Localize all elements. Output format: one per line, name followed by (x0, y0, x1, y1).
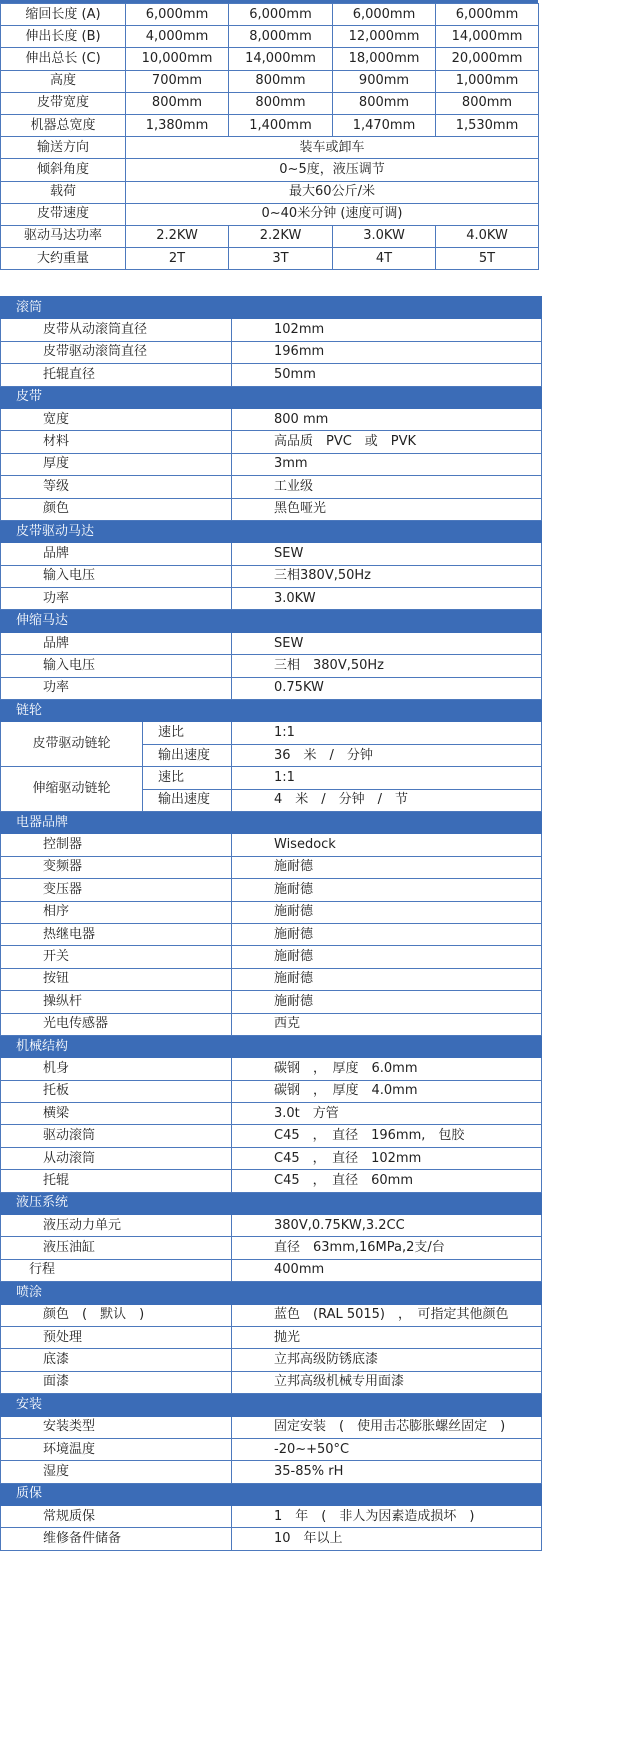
table-row (1, 1461, 542, 1483)
row-key: 变压器 (1, 879, 232, 901)
section-title: 安装 (1, 1394, 542, 1416)
cell-value: 700mm (126, 70, 229, 92)
table-row (1, 341, 542, 363)
row-label: 高度 (1, 70, 126, 92)
row-value: 196mm (232, 341, 542, 363)
row-value: 施耐德 (232, 991, 542, 1013)
table-row (1, 319, 542, 341)
row-key: 常规质保 (1, 1506, 232, 1528)
row-value: 立邦高级防锈底漆 (232, 1349, 542, 1371)
row-key: 功率 (1, 588, 232, 610)
row-value: 35-85% rH (232, 1461, 542, 1483)
row-key: 开关 (1, 946, 232, 968)
table-row (1, 1147, 542, 1169)
table-row (1, 159, 539, 181)
row-key: 热继电器 (1, 923, 232, 945)
row-value: 抛光 (232, 1326, 542, 1348)
cell-value: 900mm (333, 70, 436, 92)
table-row (1, 137, 539, 159)
cell-value: 8,000mm (229, 26, 333, 48)
row-key: 宽度 (1, 408, 232, 430)
table-row (1, 968, 542, 990)
cell-value: 4.0KW (436, 225, 539, 247)
table-row (1, 248, 539, 270)
cell-value: 0~40米分钟 (速度可调) (126, 203, 539, 225)
row-value: 施耐德 (232, 856, 542, 878)
row-key: 品牌 (1, 632, 232, 654)
section-header-sprocket (1, 700, 542, 722)
group-label: 皮带驱动链轮 (1, 722, 143, 767)
table-row (1, 1259, 542, 1281)
table-row (1, 70, 539, 92)
row-value: C45 ， 直径 60mm (232, 1170, 542, 1192)
table-row (1, 1506, 542, 1528)
row-value: 碳钢 ， 厚度 6.0mm (232, 1058, 542, 1080)
row-key: 输入电压 (1, 655, 232, 677)
table-row (1, 1125, 542, 1147)
table-row (1, 588, 542, 610)
cell-value: 6,000mm (126, 4, 229, 26)
table-row (1, 834, 542, 856)
cell-value: 最大60公斤/米 (126, 181, 539, 203)
row-key: 厚度 (1, 453, 232, 475)
row-label: 机器总宽度 (1, 114, 126, 136)
row-key: 托板 (1, 1080, 232, 1102)
cell-value: 14,000mm (229, 48, 333, 70)
section-header-belt (1, 386, 542, 408)
section-title: 皮带驱动马达 (1, 520, 542, 542)
row-key: 输出速度 (143, 789, 232, 811)
row-key: 控制器 (1, 834, 232, 856)
table-row (1, 722, 542, 744)
table-row (1, 1438, 542, 1460)
row-key: 皮带从动滚筒直径 (1, 319, 232, 341)
table-row (1, 901, 542, 923)
row-value: 1:1 (232, 722, 542, 744)
table-row (1, 476, 542, 498)
row-value: 3mm (232, 453, 542, 475)
table-row (1, 1215, 542, 1237)
section-title: 液压系统 (1, 1192, 542, 1214)
section-header-belt-motor (1, 520, 542, 542)
row-key: 速比 (143, 722, 232, 744)
row-value: SEW (232, 632, 542, 654)
table-row (1, 408, 542, 430)
row-label: 伸出长度 (B) (1, 26, 126, 48)
table-row (1, 1103, 542, 1125)
row-value: 380V,0.75KW,3.2CC (232, 1215, 542, 1237)
table-row (1, 453, 542, 475)
table-row (1, 1237, 542, 1259)
row-key: 行程 (1, 1259, 232, 1281)
table-row (1, 677, 542, 699)
row-value: 36 米 / 分钟 (232, 744, 542, 766)
cell-value: 3.0KW (333, 225, 436, 247)
row-key: 维修备件储备 (1, 1528, 232, 1550)
table-row (1, 48, 539, 70)
cell-value: 800mm (229, 70, 333, 92)
spec-table (0, 3, 539, 270)
cell-value: 800mm (333, 92, 436, 114)
row-value: 施耐德 (232, 968, 542, 990)
cell-value: 5T (436, 248, 539, 270)
row-value: 1 年 ( 非人为因素造成损坏 ) (232, 1506, 542, 1528)
row-key: 品牌 (1, 543, 232, 565)
row-value: SEW (232, 543, 542, 565)
section-title: 伸缩马达 (1, 610, 542, 632)
table-row (1, 225, 539, 247)
cell-value: 10,000mm (126, 48, 229, 70)
row-value: 施耐德 (232, 946, 542, 968)
row-key: 湿度 (1, 1461, 232, 1483)
row-value: 直径 63mm,16MPa,2支/台 (232, 1237, 542, 1259)
row-key: 输入电压 (1, 565, 232, 587)
table-row (1, 1326, 542, 1348)
row-value: 蓝色 (RAL 5015) ， 可指定其他颜色 (232, 1304, 542, 1326)
table-row (1, 1058, 542, 1080)
row-key: 输出速度 (143, 744, 232, 766)
section-header-telescopic-motor (1, 610, 542, 632)
row-value: C45 ， 直径 196mm, 包胶 (232, 1125, 542, 1147)
section-header-paint (1, 1282, 542, 1304)
table-row (1, 565, 542, 587)
cell-value: 4,000mm (126, 26, 229, 48)
cell-value: 2T (126, 248, 229, 270)
table-row (1, 1304, 542, 1326)
row-value: 1:1 (232, 767, 542, 789)
row-key: 液压油缸 (1, 1237, 232, 1259)
row-key: 等级 (1, 476, 232, 498)
table-row (1, 655, 542, 677)
table-row (1, 1170, 542, 1192)
row-value: 三相380V,50Hz (232, 565, 542, 587)
row-label: 伸出总长 (C) (1, 48, 126, 70)
row-value: 三相 380V,50Hz (232, 655, 542, 677)
row-key: 光电传感器 (1, 1013, 232, 1035)
row-key: 变频器 (1, 856, 232, 878)
row-value: 施耐德 (232, 901, 542, 923)
cell-value: 1,530mm (436, 114, 539, 136)
table-row (1, 114, 539, 136)
section-title: 链轮 (1, 700, 542, 722)
row-value: 高品质 PVC 或 PVK (232, 431, 542, 453)
row-key: 操纵杆 (1, 991, 232, 1013)
cell-value: 1,000mm (436, 70, 539, 92)
table-row (1, 1416, 542, 1438)
table-row (1, 1013, 542, 1035)
cell-value: 14,000mm (436, 26, 539, 48)
row-key: 预处理 (1, 1326, 232, 1348)
cell-value: 2.2KW (229, 225, 333, 247)
cell-value: 1,470mm (333, 114, 436, 136)
section-header-install (1, 1394, 542, 1416)
row-value: -20~+50°C (232, 1438, 542, 1460)
row-value: 10 年以上 (232, 1528, 542, 1550)
row-label: 缩回长度 (A) (1, 4, 126, 26)
cell-value: 6,000mm (333, 4, 436, 26)
row-value: 400mm (232, 1259, 542, 1281)
row-value: 50mm (232, 364, 542, 386)
row-value: Wisedock (232, 834, 542, 856)
table-row (1, 991, 542, 1013)
cell-value: 800mm (229, 92, 333, 114)
row-value: 0.75KW (232, 677, 542, 699)
cell-value: 2.2KW (126, 225, 229, 247)
table-row (1, 879, 542, 901)
section-header-warranty (1, 1483, 542, 1505)
row-key: 皮带驱动滚筒直径 (1, 341, 232, 363)
table-row (1, 923, 542, 945)
table-row (1, 856, 542, 878)
cell-value: 1,380mm (126, 114, 229, 136)
table-row (1, 632, 542, 654)
row-key: 机身 (1, 1058, 232, 1080)
row-value: 施耐德 (232, 879, 542, 901)
row-value: 4 米 / 分钟 / 节 (232, 789, 542, 811)
row-value: 800 mm (232, 408, 542, 430)
table-row (1, 1371, 542, 1393)
table-row (1, 1528, 542, 1550)
row-value: 施耐德 (232, 923, 542, 945)
row-value: 固定安装 ( 使用击芯膨胀螺丝固定 ) (232, 1416, 542, 1438)
row-value: 西克 (232, 1013, 542, 1035)
cell-value: 装车或卸车 (126, 137, 539, 159)
row-label: 皮带宽度 (1, 92, 126, 114)
detail-table (0, 296, 542, 1551)
cell-value: 0~5度，液压调节 (126, 159, 539, 181)
table-row (1, 431, 542, 453)
row-value: 3.0KW (232, 588, 542, 610)
section-header-roller (1, 297, 542, 319)
section-header-electrical (1, 811, 542, 833)
cell-value: 3T (229, 248, 333, 270)
section-title: 机械结构 (1, 1035, 542, 1057)
row-key: 底漆 (1, 1349, 232, 1371)
cell-value: 6,000mm (436, 4, 539, 26)
row-key: 液压动力单元 (1, 1215, 232, 1237)
row-value: 碳钢 ， 厚度 4.0mm (232, 1080, 542, 1102)
row-value: 工业级 (232, 476, 542, 498)
row-key: 横梁 (1, 1103, 232, 1125)
cell-value: 4T (333, 248, 436, 270)
row-key: 安装类型 (1, 1416, 232, 1438)
row-key: 驱动滚筒 (1, 1125, 232, 1147)
cell-value: 800mm (436, 92, 539, 114)
row-key: 功率 (1, 677, 232, 699)
table-row (1, 498, 542, 520)
row-value: C45 ， 直径 102mm (232, 1147, 542, 1169)
table-row (1, 1080, 542, 1102)
row-key: 托辊直径 (1, 364, 232, 386)
table-row (1, 181, 539, 203)
row-value: 黑色哑光 (232, 498, 542, 520)
row-key: 面漆 (1, 1371, 232, 1393)
table-row (1, 203, 539, 225)
row-label: 输送方向 (1, 137, 126, 159)
row-value: 102mm (232, 319, 542, 341)
table-row (1, 92, 539, 114)
row-label: 载荷 (1, 181, 126, 203)
row-label: 驱动马达功率 (1, 225, 126, 247)
row-label: 倾斜角度 (1, 159, 126, 181)
group-label: 伸缩驱动链轮 (1, 767, 143, 812)
row-label: 皮带速度 (1, 203, 126, 225)
row-key: 速比 (143, 767, 232, 789)
section-title: 电器品牌 (1, 811, 542, 833)
table-row (1, 26, 539, 48)
table-row (1, 946, 542, 968)
row-value: 3.0t 方管 (232, 1103, 542, 1125)
section-title: 滚筒 (1, 297, 542, 319)
table-row (1, 1349, 542, 1371)
section-title: 喷涂 (1, 1282, 542, 1304)
table-row (1, 4, 539, 26)
cell-value: 18,000mm (333, 48, 436, 70)
table-row (1, 767, 542, 789)
cell-value: 20,000mm (436, 48, 539, 70)
row-key: 环境温度 (1, 1438, 232, 1460)
section-header-mechanical (1, 1035, 542, 1057)
row-value: 立邦高级机械专用面漆 (232, 1371, 542, 1393)
row-label: 大约重量 (1, 248, 126, 270)
section-title: 质保 (1, 1483, 542, 1505)
row-key: 材料 (1, 431, 232, 453)
row-key: 相序 (1, 901, 232, 923)
row-key: 托辊 (1, 1170, 232, 1192)
cell-value: 6,000mm (229, 4, 333, 26)
table-row (1, 364, 542, 386)
cell-value: 800mm (126, 92, 229, 114)
cell-value: 1,400mm (229, 114, 333, 136)
cell-value: 12,000mm (333, 26, 436, 48)
row-key: 从动滚筒 (1, 1147, 232, 1169)
row-key: 颜色 (1, 498, 232, 520)
section-header-hydraulic (1, 1192, 542, 1214)
section-title: 皮带 (1, 386, 542, 408)
row-key: 按钮 (1, 968, 232, 990)
table-row (1, 543, 542, 565)
row-key: 颜色 ( 默认 ) (1, 1304, 232, 1326)
